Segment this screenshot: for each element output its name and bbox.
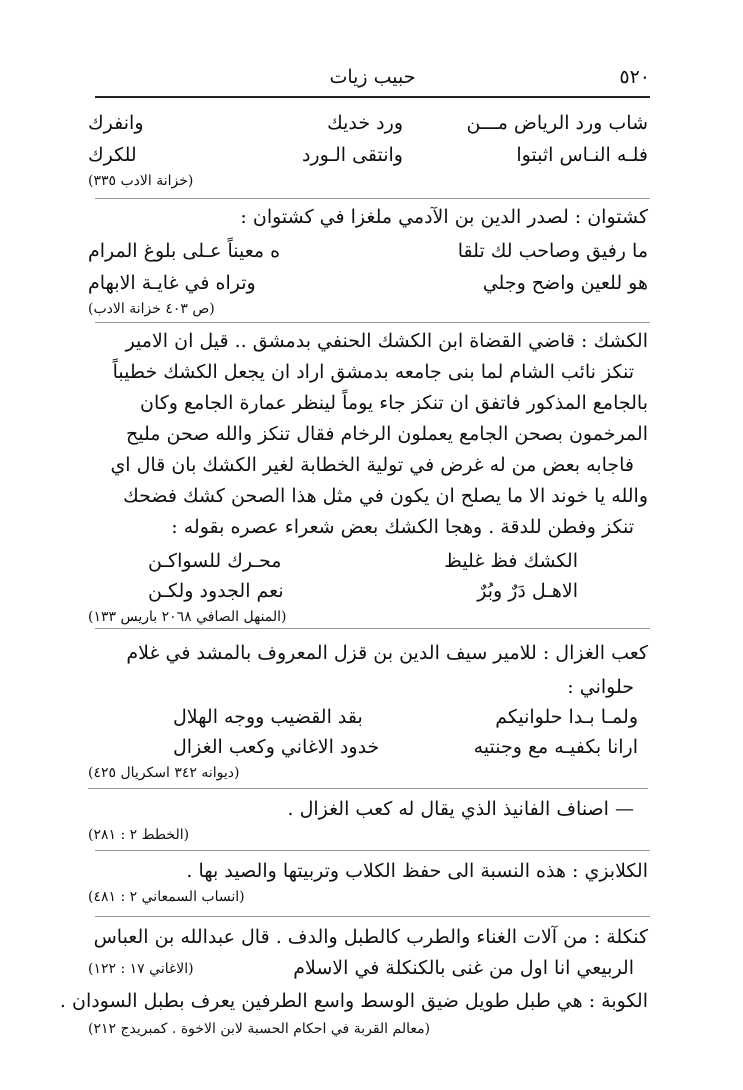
entry-kalabzi	[88, 858, 648, 918]
verse-hemistich: للكرك	[88, 144, 137, 166]
entry-separator	[88, 788, 648, 789]
source-citation: (الاغاني ١٧ : ١٢٢)	[88, 961, 194, 977]
verse-line	[88, 270, 648, 296]
entry-headword-line: كعب الغزال : للامير سيف الدين بن قزل المعروف بالمشد في غلام	[126, 642, 648, 664]
text-line: المرخمون بصحن الجامع يعملون الرخام فقال تنكز والله صحن مليح	[126, 423, 648, 445]
verse-line	[88, 238, 648, 264]
source-citation: (المنهل الصافي ٢٠٦٨ باريس ١٣٣)	[88, 609, 287, 625]
source-citation: (ديوانه ٣٤٢ اسكريال ٤٢٥)	[88, 765, 240, 781]
entry-separator	[95, 628, 650, 629]
verse-hemistich: محـرك للسواكـن	[148, 550, 282, 572]
verse-hemistich: نعم الجدود ولكـن	[148, 580, 284, 602]
verse-line	[88, 110, 648, 136]
verse-hemistich: ما رفيق وصاحب لك تلقا	[457, 240, 648, 262]
verse-line	[88, 734, 648, 760]
verse-hemistich: فلـه النـاس اثبتوا	[516, 144, 648, 166]
page-header	[95, 60, 650, 94]
verse-hemistich: ارانا بكفيـه مع وجنتيه	[473, 736, 638, 758]
verse-hemistich: وانفرك	[88, 112, 144, 134]
source-citation: (خزانة الادب ٣٣٥)	[88, 173, 194, 189]
text-line: تنكز نائب الشام لما بنى جامعه بدمشق اراد ان يجعل الكشك خطيباً	[112, 361, 634, 383]
page-number: ٥٢٠	[619, 66, 650, 88]
source-citation: (معالم القربة في احكام الحسبة لابن الاخوة . كمبريدج ٢١٢)	[88, 1021, 431, 1037]
entry-headword-line: الكشك : قاضي القضاة ابن الكشك الحنفي بدمشق .. قيل ان الامير	[125, 330, 648, 352]
verse-hemistich: الكشك فظ غليظ	[444, 550, 578, 572]
verse-hemistich: الاهـل دَرٌ وبُرٌ	[477, 580, 578, 602]
entry-kuba	[59, 988, 648, 1048]
text-line: والله يا خوند الا ما يصلح ان يكون في مثل هذا الصحن كشك فضحك	[123, 485, 648, 507]
entry-separator	[95, 198, 650, 199]
text-line: تنكز وفطن للدقة . وهجا الكشك بعض شعراء عصره بقوله :	[171, 516, 634, 538]
text-line: — اصناف الفانيذ الذي يقال له كعب الغزال .	[287, 798, 634, 820]
entry-kishk	[88, 328, 648, 628]
verse-line	[88, 142, 648, 168]
source-citation: (انساب السمعاني ٢ : ٤٨١)	[88, 889, 245, 905]
source-citation: (ص ٤٠٣ خزانة الادب)	[88, 301, 215, 317]
text-line: حلواني :	[567, 676, 634, 698]
text-line: فاجابه بعض من له غرض في تولية الخطابة لغير الكشك بان قال اي	[110, 454, 634, 476]
entry-separator	[95, 916, 650, 917]
entry-kashtawan	[88, 204, 648, 324]
entry-headword-line: الكلابزي : هذه النسبة الى حفظ الكلاب وتربيتها والصيد بها .	[186, 860, 648, 882]
entry-headword-line: كشتوان : لصدر الدين بن الآدمي ملغزا في كشتوان :	[240, 206, 648, 228]
text-line: الربيعي انا اول من غنى بالكنكلة في الاسلام	[293, 957, 634, 979]
header-rule	[95, 96, 650, 98]
text-line: بالجامع المذكور فاتفق ان تنكز جاء يوماً لينظر عمارة الجامع وكان	[140, 392, 648, 414]
running-title: حبيب زيات	[329, 66, 416, 88]
verse-hemistich: هو للعين واضح وجلي	[482, 272, 648, 294]
verse-line	[88, 548, 648, 574]
entry-headword-line: الكوبة : هي طبل طويل ضيق الوسط واسع الطرفين يعرف بطبل السودان .	[59, 990, 648, 1012]
verse-line	[88, 704, 648, 730]
verse-hemistich: شاب ورد الرياض مـــن	[466, 112, 648, 134]
entry-headword-line: كنكلة : من آلات الغناء والطرب كالطبل والدف . قال عبدالله بن العباس	[93, 926, 648, 948]
verse-hemistich: ورد خديك	[327, 112, 403, 134]
entry-separator	[95, 322, 650, 323]
entry-kaab-al-ghazal	[88, 640, 648, 850]
verse-hemistich: وتراه في غايـة الابهام	[88, 272, 256, 294]
entry-kankala	[88, 924, 648, 986]
verse-hemistich: ولمـا بـدا حلوانيكم	[495, 706, 638, 728]
verse-hemistich: بقد القضيب ووجه الهلال	[173, 706, 363, 728]
entry-verses-continued	[88, 110, 648, 200]
verse-hemistich: وانتقى الـورد	[301, 144, 403, 166]
verse-line	[88, 578, 648, 604]
verse-hemistich: ه معيناً عـلى بلوغ المرام	[88, 240, 281, 262]
verse-hemistich: خدود الاغاني وكعب الغزال	[173, 736, 380, 758]
entry-separator	[95, 850, 650, 851]
source-citation: (الخطط ٢ : ٢٨١)	[88, 827, 190, 843]
